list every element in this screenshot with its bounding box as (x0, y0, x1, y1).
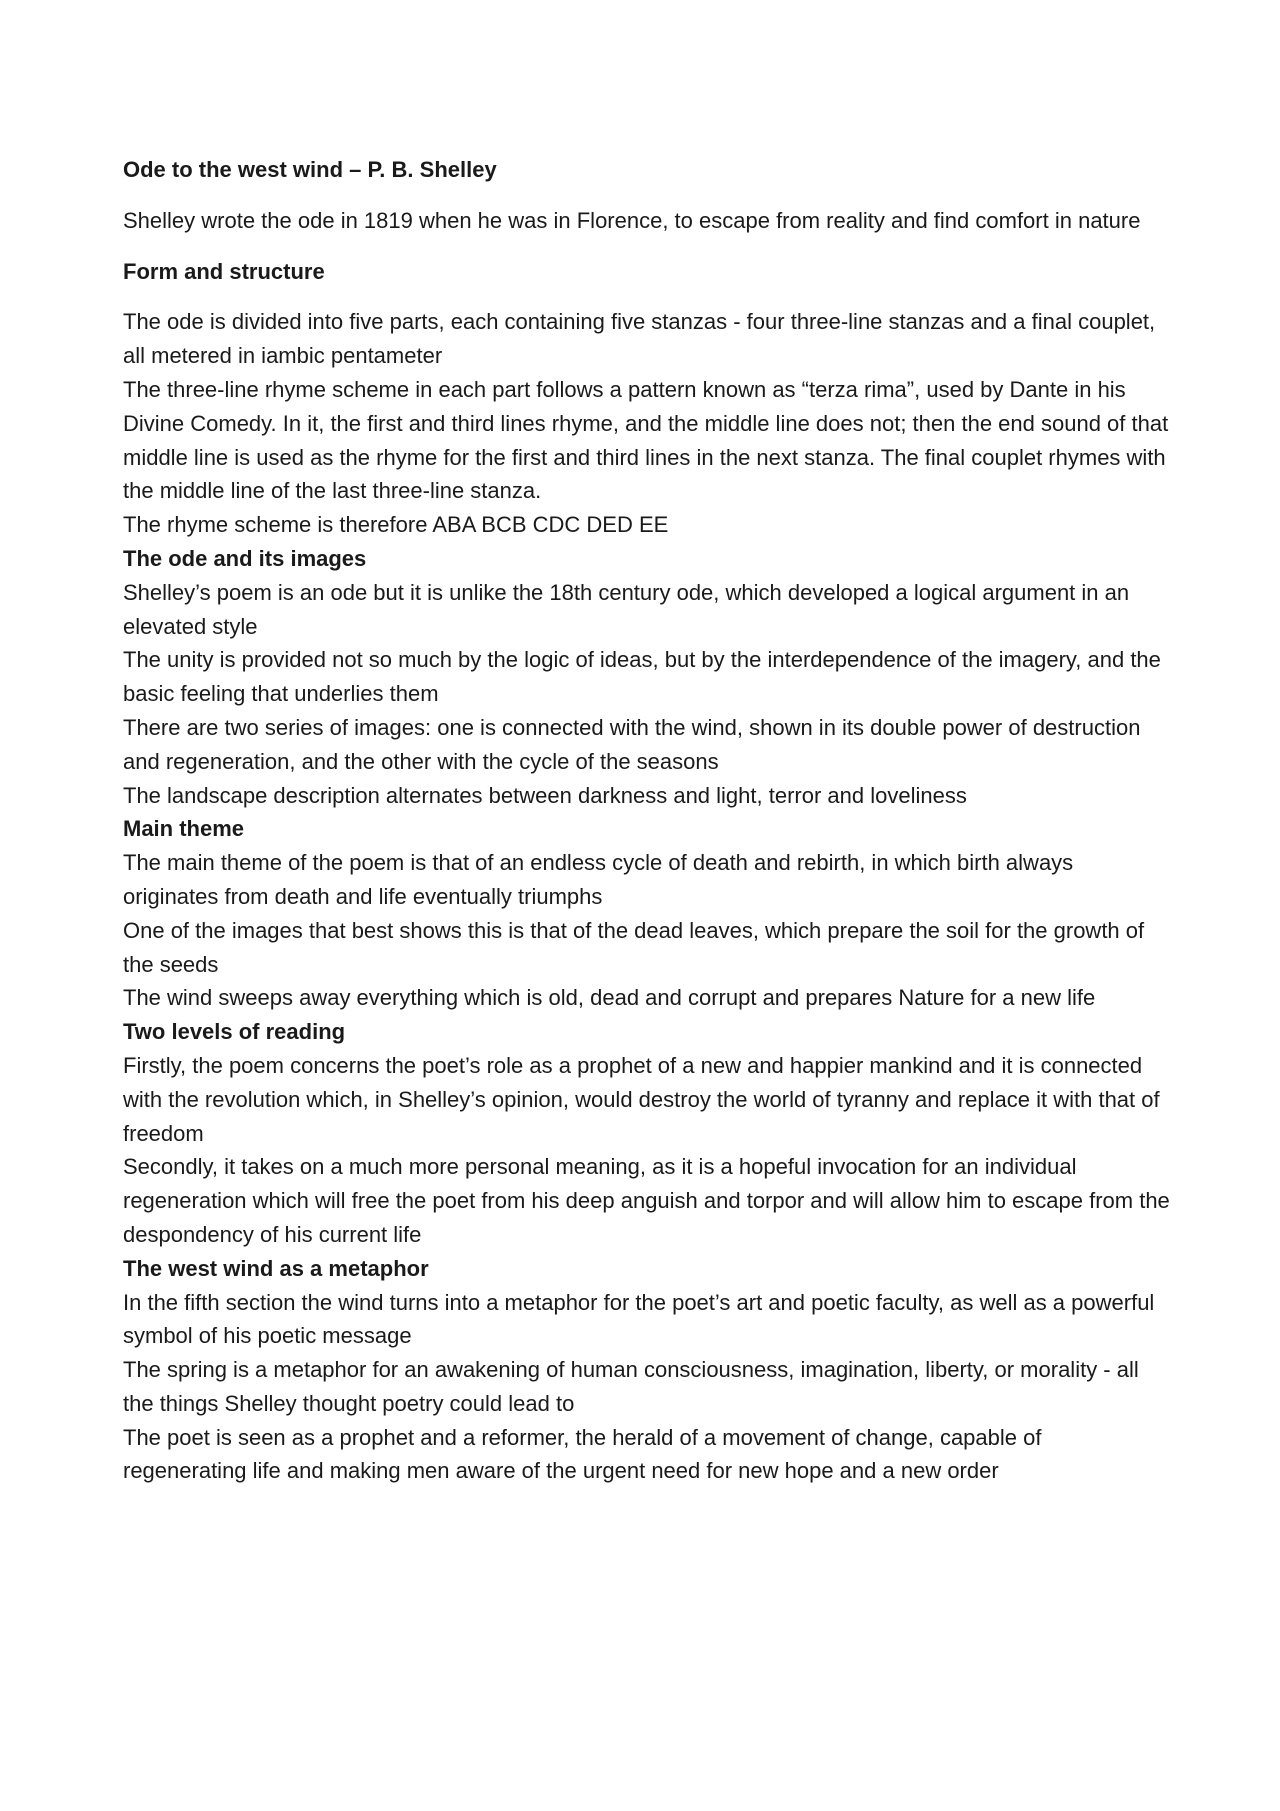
paragraph: The three-line rhyme scheme in each part follows a pattern known as “terza rima”, used by Dante in his Divine Comedy. In it, the first and third lines rhyme, and the middle line does not; then the end sound of that middle line is used as the rhyme for the first and third lines in the next stanza. The final couplet rhymes with the middle line of the last three-line stanza. (123, 376, 1169, 504)
paragraph: The ode is divided into five parts, each containing five stanzas - four three-line stanzas and a final couplet, all metered in iambic pentameter (123, 309, 1156, 369)
section-heading: The ode and its images (123, 545, 367, 571)
paragraph: The poet is seen as a prophet and a reformer, the herald of a movement of change, capable of regenerating life and making men aware of the urgent need for new hope and a new order (123, 1424, 1042, 1484)
paragraph: There are two series of images: one is connected with the wind, shown in its double power of destruction and regeneration, and the other with the cycle of the seasons (123, 714, 1141, 774)
section-heading: Form and structure (123, 258, 325, 284)
section-main-theme (123, 812, 1170, 1015)
section-two-levels (123, 1015, 1170, 1252)
section-metaphor (123, 1252, 1170, 1489)
section-heading: Main theme (123, 816, 245, 842)
paragraph: The main theme of the poem is that of an endless cycle of death and rebirth, in which birth always originates from death and life eventually triumphs (123, 850, 1074, 909)
paragraph: One of the images that best shows this is that of the dead leaves, which prepare the soil for the growth of the seeds (123, 917, 1145, 977)
paragraph: The wind sweeps away everything which is old, dead and corrupt and prepares Nature for a new life (123, 985, 1096, 1011)
paragraph: Secondly, it takes on a much more personal meaning, as it is a hopeful invocation for an individual regeneration which will free the poet from his deep anguish and torpor and will allow him to escape from the despondency of his current life (123, 1154, 1170, 1247)
section-ode-images (123, 542, 1170, 812)
paragraph: The spring is a metaphor for an awakening of human consciousness, imagination, liberty, or morality - all the things Shelley thought poetry could lead to (123, 1357, 1139, 1416)
document-title: Ode to the west wind – P. B. Shelley (123, 157, 497, 182)
paragraph: The unity is provided not so much by the logic of ideas, but by the interdependence of the imagery, and the basic feeling that underlies them (123, 647, 1161, 707)
section-form-structure (123, 255, 1170, 542)
paragraph: The rhyme scheme is therefore ABA BCB CDC DED EE (123, 512, 669, 538)
paragraph: The landscape description alternates between darkness and light, terror and loveliness (123, 782, 967, 808)
intro-paragraph: Shelley wrote the ode in 1819 when he was in Florence, to escape from reality and find comfort in nature (123, 207, 1141, 233)
section-heading: Two levels of reading (123, 1019, 346, 1045)
paragraph: Shelley’s poem is an ode but it is unlike the 18th century ode, which developed a logical argument in an elevated style (123, 579, 1130, 639)
section-heading: The west wind as a metaphor (123, 1255, 429, 1281)
paragraph: Firstly, the poem concerns the poet’s role as a prophet of a new and happier mankind and it is connected with the revolution which, in Shelley’s opinion, would destroy the world of tyranny and replace it with that of freedom (123, 1052, 1160, 1146)
paragraph: In the fifth section the wind turns into a metaphor for the poet’s art and poetic faculty, as well as a powerful symbol of his poetic message (123, 1289, 1155, 1349)
